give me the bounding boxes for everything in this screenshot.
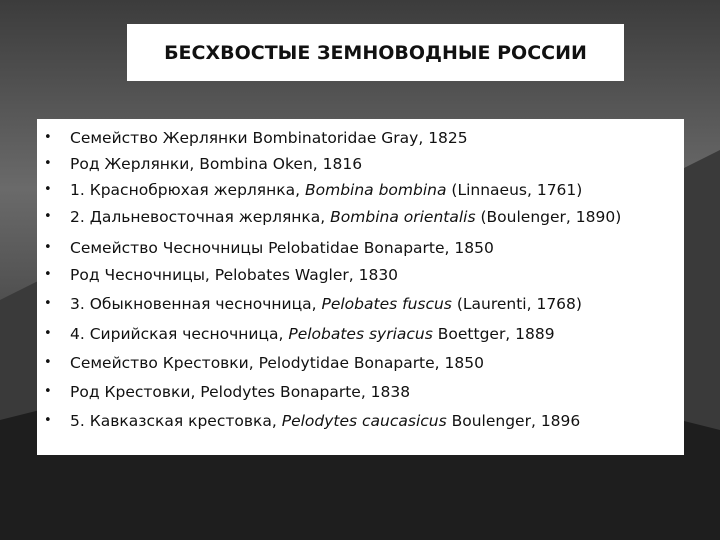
bullet-icon: • (44, 413, 52, 428)
list-item-text: Семейство Чесночницы Pelobatidae Bonaparte, 1850 (70, 239, 494, 257)
bullet-icon: • (44, 326, 52, 341)
bullet-icon: • (44, 355, 52, 370)
bullet-icon: • (44, 296, 52, 311)
slide-title-box (127, 24, 624, 81)
list-item-text: 2. Дальневосточная жерлянка, Bombina orientalis (Boulenger, 1890) (70, 208, 622, 226)
list-item-text: Род Чесночницы, Pelobates Wagler, 1830 (70, 266, 399, 284)
species-list-box (37, 119, 684, 455)
bullet-icon: • (44, 267, 52, 282)
list-item-text: 5. Кавказская крестовка, Pelodytes caucasicus Boulenger, 1896 (70, 412, 581, 430)
bullet-icon: • (44, 182, 52, 197)
bullet-icon: • (44, 209, 52, 224)
list-item-text: 3. Обыкновенная чесночница, Pelobates fuscus (Laurenti, 1768) (70, 295, 582, 313)
bullet-icon: • (44, 240, 52, 255)
bullet-icon: • (44, 156, 52, 171)
slide-title: БЕСХВОСТЫЕ ЗЕМНОВОДНЫЕ РОССИИ (164, 41, 587, 64)
list-item-text: Семейство Крестовки, Pelodytidae Bonaparte, 1850 (70, 354, 484, 372)
list-item-text: Семейство Жерлянки Bombinatoridae Gray, 1825 (70, 129, 468, 147)
bullet-icon: • (44, 384, 52, 399)
bullet-icon: • (44, 130, 52, 145)
list-item-text: Род Жерлянки, Bombina Oken, 1816 (70, 155, 363, 173)
list-item-text: Род Крестовки, Pelodytes Bonaparte, 1838 (70, 383, 411, 401)
list-item-text: 4. Сирийская чесночница, Pelobates syriacus Boettger, 1889 (70, 325, 555, 343)
list-item-text: 1. Краснобрюхая жерлянка, Bombina bombina (Linnaeus, 1761) (70, 181, 583, 199)
